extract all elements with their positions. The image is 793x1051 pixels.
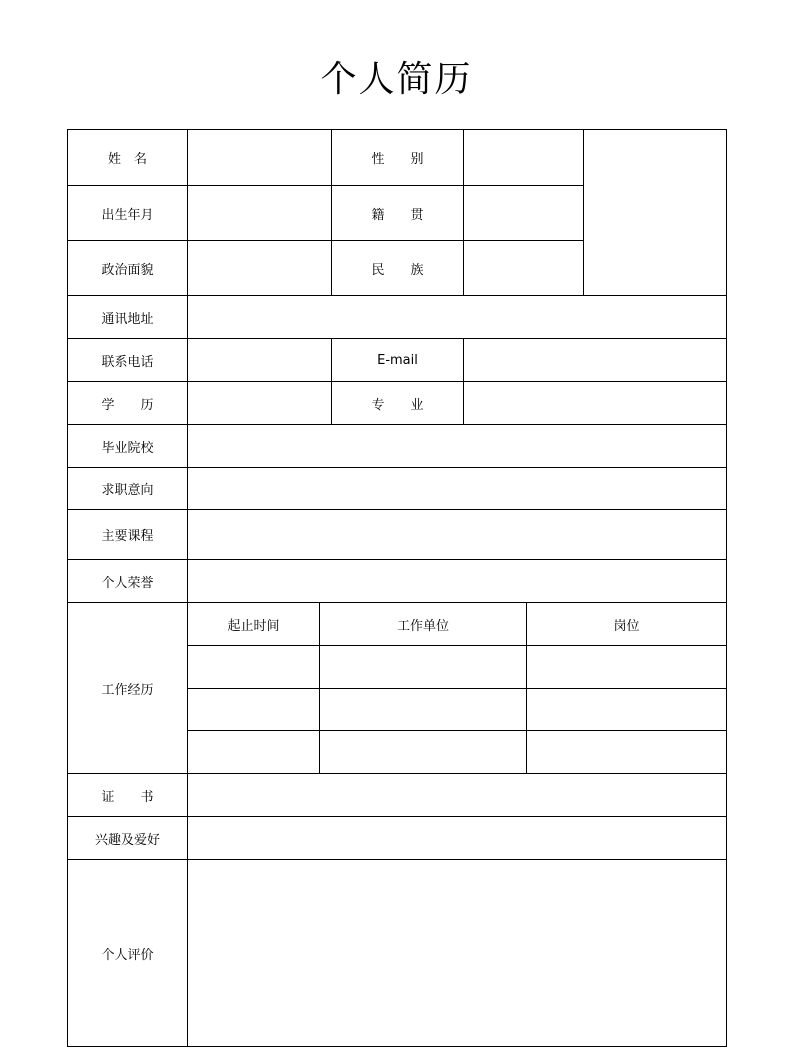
work-period-cell[interactable] [187,730,319,773]
native-place-field[interactable] [463,185,583,240]
certificate-label: 证 书 [67,773,187,816]
political-status-label: 政治面貌 [67,240,187,295]
honors-label: 个人荣誉 [67,559,187,602]
job-objective-label: 求职意向 [67,467,187,509]
gender-label: 性 别 [331,129,463,185]
courses-field[interactable] [187,509,727,559]
school-field[interactable] [187,424,727,467]
address-field[interactable] [187,295,727,338]
birth-field[interactable] [187,185,331,240]
name-field[interactable] [187,129,331,185]
education-label: 学 历 [67,381,187,424]
work-experience-label: 工作经历 [67,602,187,773]
ethnicity-field[interactable] [463,240,583,295]
work-company-cell[interactable] [319,730,526,773]
work-period-header: 起止时间 [187,602,319,645]
self-evaluation-label: 个人评价 [67,859,187,1047]
phone-label: 联系电话 [67,338,187,381]
email-label: E-mail [331,338,463,381]
work-period-cell[interactable] [187,688,319,730]
political-status-field[interactable] [187,240,331,295]
hobbies-label: 兴趣及爱好 [67,816,187,859]
name-label: 姓 名 [67,129,187,185]
gender-field[interactable] [463,129,583,185]
work-period-cell[interactable] [187,645,319,688]
photo-box[interactable] [583,129,727,295]
email-field[interactable] [463,338,727,381]
hobbies-field[interactable] [187,816,727,859]
honors-field[interactable] [187,559,727,602]
native-place-label: 籍 贯 [331,185,463,240]
work-company-cell[interactable] [319,645,526,688]
ethnicity-label: 民 族 [331,240,463,295]
certificate-field[interactable] [187,773,727,816]
job-objective-field[interactable] [187,467,727,509]
self-evaluation-field[interactable] [187,859,727,1047]
resume-title: 个人简历 [320,59,473,100]
education-field[interactable] [187,381,331,424]
resume-form [67,129,727,1047]
major-label: 专 业 [331,381,463,424]
work-position-cell[interactable] [526,730,727,773]
birth-label: 出生年月 [67,185,187,240]
work-company-cell[interactable] [319,688,526,730]
phone-field[interactable] [187,338,331,381]
work-company-header: 工作单位 [319,602,526,645]
work-position-header: 岗位 [526,602,727,645]
school-label: 毕业院校 [67,424,187,467]
major-field[interactable] [463,381,727,424]
work-position-cell[interactable] [526,645,727,688]
work-position-cell[interactable] [526,688,727,730]
courses-label: 主要课程 [67,509,187,559]
address-label: 通讯地址 [67,295,187,338]
